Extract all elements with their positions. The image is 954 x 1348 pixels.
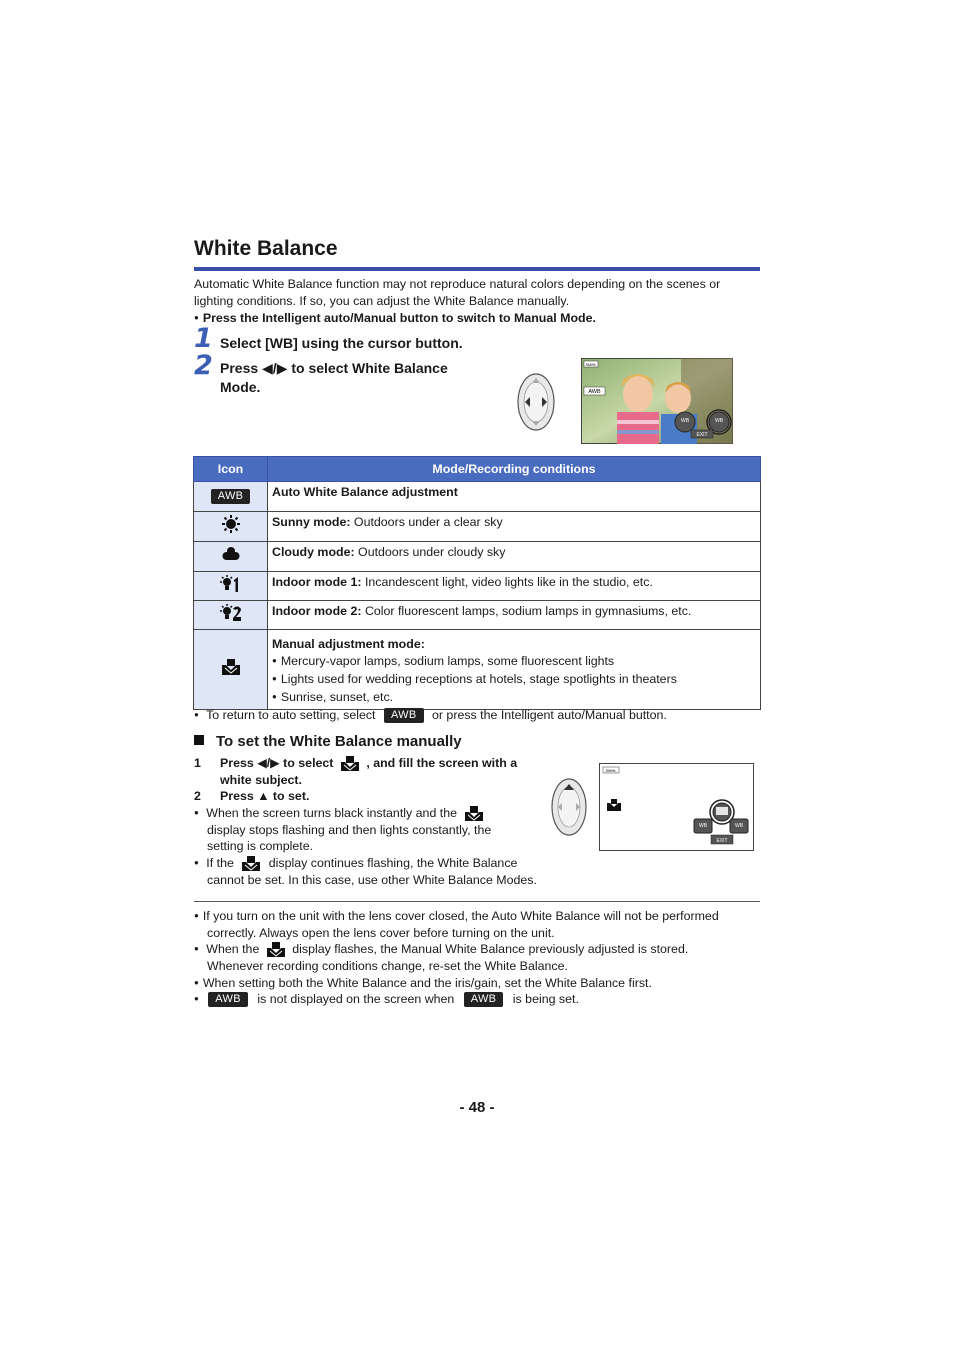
note-3-text: When setting both the White Balance and the iris/gain, set the White Balance first.: [202, 976, 652, 990]
manual-wb-icon: [464, 806, 484, 822]
note-2-post: display flashes, the Manual White Balance previously adjusted is stored.: [292, 942, 689, 956]
list-item-text: Mercury-vapor lamps, sodium lamps, some fluorescent lights: [280, 654, 615, 668]
indoor1-icon: [220, 575, 242, 593]
note-1: [194, 908, 719, 926]
screen-photo-illustration: [581, 358, 733, 444]
table-row: [194, 601, 761, 630]
list-item-text: Lights used for wedding receptions at hotels, stage spotlights in theaters: [280, 672, 677, 686]
manual-step-1: [220, 755, 540, 772]
white-balance-table: [193, 456, 761, 710]
screen-exit-label: EXIT: [696, 432, 708, 438]
notes-divider: [194, 901, 760, 902]
table-row: [194, 542, 761, 572]
page-number: - 48 -: [459, 1099, 495, 1116]
awb-icon: AWB: [384, 708, 424, 723]
manual-wb-icon: [340, 756, 360, 772]
awb-icon: AWB: [208, 992, 248, 1007]
wb-left-label-2: WB: [698, 823, 708, 829]
screen-top-icon: SMHL: [585, 362, 597, 367]
awb-icon: AWB: [211, 489, 251, 504]
row-mode-title: Indoor mode 2:: [272, 604, 362, 618]
return-note-pre: To return to auto setting, select: [206, 708, 376, 722]
note-2b: Whenever recording conditions change, re-set the White Balance.: [207, 959, 568, 973]
step-2-text: Press ◀/▶ to select White Balance Mode.: [220, 360, 448, 395]
row-mode-desc: Color fluorescent lamps, sodium lamps in gymnasiums, etc.: [361, 604, 692, 618]
note-4-post: is being set.: [512, 992, 579, 1006]
row-mode-desc: Outdoors under a clear sky: [350, 515, 503, 529]
manual-heading-text: To set the White Balance manually: [216, 733, 462, 750]
note-1b: correctly. Always open the lens cover before turning on the unit.: [207, 926, 555, 940]
note-2-pre: When the: [206, 942, 260, 956]
intro-bullet-text: Press the Intelligent auto/Manual button to switch to Manual Mode.: [202, 311, 596, 325]
manual-bullet-1: [194, 805, 484, 823]
table-row: [194, 630, 761, 710]
row-mode-desc: Outdoors under cloudy sky: [354, 545, 506, 559]
step-1-text: Select [WB] using the cursor button.: [220, 335, 463, 351]
row-mode-title: Sunny mode:: [272, 515, 351, 529]
wb-right-label: WB: [714, 418, 724, 424]
table-row: [194, 572, 761, 601]
wb-left-label: WB: [680, 418, 690, 424]
manual-bullet-1-l3: setting is complete.: [207, 839, 314, 853]
note-1-text: If you turn on the unit with the lens cover closed, the Auto White Balance will not be performed: [202, 909, 719, 923]
manual-wb-icon: [266, 942, 286, 958]
awb-icon: AWB: [464, 992, 504, 1007]
row-mode-title: Indoor mode 1:: [272, 575, 362, 589]
manual-bullet-2: [194, 855, 517, 873]
return-note-post: or press the Intelligent auto/Manual button.: [431, 708, 667, 722]
cloudy-icon: [222, 546, 240, 562]
list-item: [272, 671, 756, 689]
row-mode-desc: Incandescent light, video lights like in the studio, etc.: [361, 575, 653, 589]
manual-step-2: Press ▲ to set.: [220, 789, 310, 803]
manual-bullet-1-l2: display stops flashing and then lights constantly, the: [207, 823, 492, 837]
square-bullet-icon: [194, 735, 204, 745]
note-4: [194, 991, 579, 1009]
manual-step-1-post: , and fill the screen with a: [366, 756, 518, 770]
return-note: [194, 707, 667, 725]
table-row: [194, 482, 761, 512]
step-2-number: 2: [194, 350, 213, 381]
manual-wb-icon: [221, 658, 241, 676]
sunny-icon: [222, 515, 240, 533]
note-2: [194, 941, 688, 959]
row-mode-title: Manual adjustment mode:: [272, 637, 425, 651]
manual-bullet-2-post: display continues flashing, the White Balance: [268, 856, 518, 870]
manual-step-1-cont: white subject.: [220, 773, 302, 787]
table-header-row: [194, 457, 761, 482]
screen-top-icon-2: SMHL: [605, 768, 617, 773]
title-rule: [194, 267, 760, 271]
list-item-text: Sunrise, sunset, etc.: [280, 690, 394, 704]
intro-bullet: [194, 310, 596, 328]
table-row: [194, 512, 761, 542]
wb-right-label-2: WB: [734, 823, 744, 829]
cursor-button-illustration: [516, 372, 556, 432]
indoor2-icon: [220, 604, 242, 622]
note-4-mid: is not displayed on the screen when: [257, 992, 455, 1006]
manual-bullet-2-l2: cannot be set. In this case, use other White Balance Modes.: [207, 873, 537, 887]
step-1-number: 1: [194, 323, 213, 354]
page-title: White Balance: [194, 237, 338, 260]
row-mode-title: Auto White Balance adjustment: [272, 485, 458, 499]
intro-text: Automatic White Balance function may not reproduce natural colors depending on the scenes or lighting conditions. If so, you can adjust the White Balance manually.: [194, 277, 721, 308]
manual-step-1-number: 1: [194, 756, 201, 770]
list-item: [272, 689, 756, 707]
row-mode-title: Cloudy mode:: [272, 545, 355, 559]
manual-bullet-2-pre: If the: [206, 856, 234, 870]
manual-step-2-number: 2: [194, 789, 201, 803]
screen-manual-illustration: [599, 763, 754, 851]
cursor-button-illustration-2: [550, 777, 588, 837]
manual-step-1-pre: Press ◀/▶ to select: [220, 756, 334, 770]
manual-bullet-1-pre: When the screen turns black instantly and the: [206, 806, 458, 820]
table-header-icon: Icon: [194, 457, 268, 482]
table-header-mode: Mode/Recording conditions: [268, 457, 761, 482]
screen-awb-label: AWB: [588, 389, 601, 395]
screen-exit-label-2: EXIT: [716, 838, 728, 844]
list-item: [272, 653, 756, 671]
manual-wb-icon: [241, 856, 261, 872]
manual-section-heading: [194, 733, 462, 750]
